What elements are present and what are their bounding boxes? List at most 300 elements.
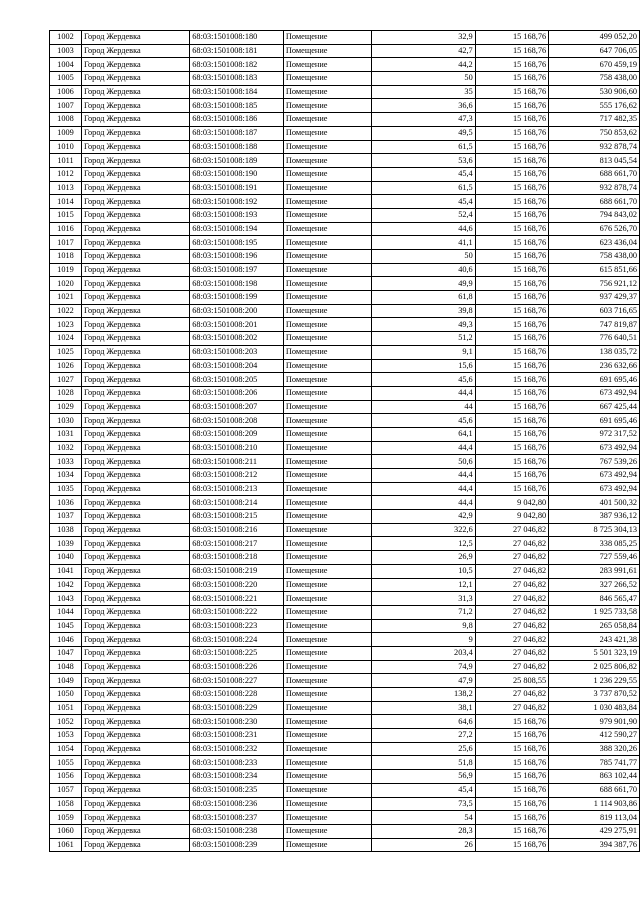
area-cell: 49,3 <box>371 318 475 332</box>
cadastral-value-cell: 758 438,00 <box>549 72 640 86</box>
settlement-name-cell: Город Жердевка <box>81 332 189 346</box>
row-number-cell: 1006 <box>50 85 82 99</box>
object-type-cell: Помещение <box>283 715 371 729</box>
settlement-name-cell: Город Жердевка <box>81 277 189 291</box>
table-row <box>50 523 640 537</box>
table-row <box>50 167 640 181</box>
area-cell: 45,4 <box>371 783 475 797</box>
specific-value-cell: 15 168,76 <box>475 441 548 455</box>
table-row <box>50 797 640 811</box>
area-cell: 54 <box>371 811 475 825</box>
table-row <box>50 318 640 332</box>
row-number-cell: 1008 <box>50 113 82 127</box>
row-number-cell: 1029 <box>50 400 82 414</box>
specific-value-cell: 15 168,76 <box>475 291 548 305</box>
specific-value-cell: 27 046,82 <box>475 523 548 537</box>
cadastral-value-cell: 429 275,91 <box>549 824 640 838</box>
specific-value-cell: 27 046,82 <box>475 605 548 619</box>
object-type-cell: Помещение <box>283 688 371 702</box>
cadastral-value-cell: 388 320,26 <box>549 742 640 756</box>
area-cell: 44,6 <box>371 222 475 236</box>
settlement-name-cell: Город Жердевка <box>81 414 189 428</box>
table-row <box>50 154 640 168</box>
specific-value-cell: 15 168,76 <box>475 742 548 756</box>
specific-value-cell: 15 168,76 <box>475 373 548 387</box>
row-number-cell: 1015 <box>50 208 82 222</box>
table-row <box>50 592 640 606</box>
object-type-cell: Помещение <box>283 318 371 332</box>
settlement-name-cell: Город Жердевка <box>81 496 189 510</box>
object-type-cell: Помещение <box>283 427 371 441</box>
object-type-cell: Помещение <box>283 633 371 647</box>
cadastral-number-cell: 68:03:1501008:193 <box>190 208 284 222</box>
cadastral-value-cell: 603 716,65 <box>549 304 640 318</box>
object-type-cell: Помещение <box>283 797 371 811</box>
table-row <box>50 304 640 318</box>
table-row <box>50 85 640 99</box>
row-number-cell: 1027 <box>50 373 82 387</box>
specific-value-cell: 15 168,76 <box>475 222 548 236</box>
cadastral-number-cell: 68:03:1501008:204 <box>190 359 284 373</box>
cadastral-number-cell: 68:03:1501008:231 <box>190 729 284 743</box>
table-row <box>50 359 640 373</box>
object-type-cell: Помещение <box>283 592 371 606</box>
specific-value-cell: 15 168,76 <box>475 31 548 45</box>
specific-value-cell: 27 046,82 <box>475 592 548 606</box>
cadastral-value-cell: 670 459,19 <box>549 58 640 72</box>
row-number-cell: 1030 <box>50 414 82 428</box>
area-cell: 50 <box>371 250 475 264</box>
area-cell: 27,2 <box>371 729 475 743</box>
row-number-cell: 1056 <box>50 770 82 784</box>
area-cell: 51,2 <box>371 332 475 346</box>
cadastral-value-cell: 691 695,46 <box>549 373 640 387</box>
settlement-name-cell: Город Жердевка <box>81 688 189 702</box>
area-cell: 44,4 <box>371 496 475 510</box>
cadastral-value-cell: 688 661,70 <box>549 195 640 209</box>
object-type-cell: Помещение <box>283 537 371 551</box>
cadastral-value-cell: 785 741,77 <box>549 756 640 770</box>
cadastral-number-cell: 68:03:1501008:182 <box>190 58 284 72</box>
specific-value-cell: 15 168,76 <box>475 345 548 359</box>
settlement-name-cell: Город Жердевка <box>81 195 189 209</box>
object-type-cell: Помещение <box>283 44 371 58</box>
settlement-name-cell: Город Жердевка <box>81 605 189 619</box>
row-number-cell: 1055 <box>50 756 82 770</box>
specific-value-cell: 15 168,76 <box>475 113 548 127</box>
row-number-cell: 1043 <box>50 592 82 606</box>
area-cell: 12,1 <box>371 578 475 592</box>
object-type-cell: Помещение <box>283 154 371 168</box>
area-cell: 203,4 <box>371 646 475 660</box>
cadastral-number-cell: 68:03:1501008:228 <box>190 688 284 702</box>
cadastral-number-cell: 68:03:1501008:236 <box>190 797 284 811</box>
object-type-cell: Помещение <box>283 400 371 414</box>
cadastral-value-cell: 1 114 903,86 <box>549 797 640 811</box>
table-row <box>50 441 640 455</box>
object-type-cell: Помещение <box>283 646 371 660</box>
row-number-cell: 1050 <box>50 688 82 702</box>
object-type-cell: Помещение <box>283 674 371 688</box>
cadastral-value-cell: 794 843,02 <box>549 208 640 222</box>
table-row <box>50 783 640 797</box>
settlement-name-cell: Город Жердевка <box>81 250 189 264</box>
cadastral-value-cell: 932 878,74 <box>549 181 640 195</box>
row-number-cell: 1022 <box>50 304 82 318</box>
table-row <box>50 126 640 140</box>
cadastral-number-cell: 68:03:1501008:180 <box>190 31 284 45</box>
cadastral-value-cell: 767 539,26 <box>549 455 640 469</box>
area-cell: 45,6 <box>371 373 475 387</box>
specific-value-cell: 15 168,76 <box>475 99 548 113</box>
cadastral-value-cell: 717 482,35 <box>549 113 640 127</box>
cadastral-value-cell: 5 501 323,19 <box>549 646 640 660</box>
area-cell: 49,9 <box>371 277 475 291</box>
row-number-cell: 1005 <box>50 72 82 86</box>
object-type-cell: Помещение <box>283 373 371 387</box>
area-cell: 138,2 <box>371 688 475 702</box>
row-number-cell: 1046 <box>50 633 82 647</box>
area-cell: 74,9 <box>371 660 475 674</box>
table-row <box>50 400 640 414</box>
object-type-cell: Помещение <box>283 113 371 127</box>
object-type-cell: Помещение <box>283 811 371 825</box>
settlement-name-cell: Город Жердевка <box>81 318 189 332</box>
cadastral-value-cell: 819 113,04 <box>549 811 640 825</box>
table-row <box>50 469 640 483</box>
area-cell: 15,6 <box>371 359 475 373</box>
table-row <box>50 222 640 236</box>
settlement-name-cell: Город Жердевка <box>81 72 189 86</box>
settlement-name-cell: Город Жердевка <box>81 551 189 565</box>
cadastral-value-cell: 688 661,70 <box>549 783 640 797</box>
specific-value-cell: 15 168,76 <box>475 359 548 373</box>
object-type-cell: Помещение <box>283 783 371 797</box>
cadastral-value-cell: 863 102,44 <box>549 770 640 784</box>
specific-value-cell: 15 168,76 <box>475 44 548 58</box>
cadastral-value-cell: 283 991,61 <box>549 564 640 578</box>
table-row <box>50 195 640 209</box>
area-cell: 10,5 <box>371 564 475 578</box>
row-number-cell: 1012 <box>50 167 82 181</box>
row-number-cell: 1047 <box>50 646 82 660</box>
object-type-cell: Помещение <box>283 564 371 578</box>
table-row <box>50 113 640 127</box>
cadastral-number-cell: 68:03:1501008:201 <box>190 318 284 332</box>
settlement-name-cell: Город Жердевка <box>81 140 189 154</box>
table-row <box>50 99 640 113</box>
specific-value-cell: 15 168,76 <box>475 332 548 346</box>
area-cell: 52,4 <box>371 208 475 222</box>
cadastral-number-cell: 68:03:1501008:205 <box>190 373 284 387</box>
specific-value-cell: 15 168,76 <box>475 783 548 797</box>
specific-value-cell: 9 042,80 <box>475 510 548 524</box>
table-row <box>50 427 640 441</box>
area-cell: 26 <box>371 838 475 852</box>
cadastral-number-cell: 68:03:1501008:222 <box>190 605 284 619</box>
cadastral-value-cell: 3 737 870,52 <box>549 688 640 702</box>
cadastral-number-cell: 68:03:1501008:225 <box>190 646 284 660</box>
cadastral-number-cell: 68:03:1501008:213 <box>190 482 284 496</box>
settlement-name-cell: Город Жердевка <box>81 154 189 168</box>
settlement-name-cell: Город Жердевка <box>81 824 189 838</box>
area-cell: 56,9 <box>371 770 475 784</box>
row-number-cell: 1039 <box>50 537 82 551</box>
settlement-name-cell: Город Жердевка <box>81 797 189 811</box>
object-type-cell: Помещение <box>283 838 371 852</box>
settlement-name-cell: Город Жердевка <box>81 729 189 743</box>
area-cell: 9,1 <box>371 345 475 359</box>
cadastral-number-cell: 68:03:1501008:200 <box>190 304 284 318</box>
cadastral-value-cell: 727 559,46 <box>549 551 640 565</box>
settlement-name-cell: Город Жердевка <box>81 113 189 127</box>
cadastral-number-cell: 68:03:1501008:207 <box>190 400 284 414</box>
table-body <box>50 31 640 852</box>
area-cell: 47,9 <box>371 674 475 688</box>
cadastral-value-cell: 750 853,62 <box>549 126 640 140</box>
cadastral-number-cell: 68:03:1501008:189 <box>190 154 284 168</box>
area-cell: 61,8 <box>371 291 475 305</box>
cadastral-number-cell: 68:03:1501008:214 <box>190 496 284 510</box>
table-row <box>50 564 640 578</box>
settlement-name-cell: Город Жердевка <box>81 633 189 647</box>
cadastral-number-cell: 68:03:1501008:192 <box>190 195 284 209</box>
row-number-cell: 1002 <box>50 31 82 45</box>
cadastral-number-cell: 68:03:1501008:202 <box>190 332 284 346</box>
row-number-cell: 1026 <box>50 359 82 373</box>
cadastral-number-cell: 68:03:1501008:184 <box>190 85 284 99</box>
object-type-cell: Помещение <box>283 510 371 524</box>
row-number-cell: 1031 <box>50 427 82 441</box>
area-cell: 50,6 <box>371 455 475 469</box>
object-type-cell: Помещение <box>283 551 371 565</box>
cadastral-number-cell: 68:03:1501008:234 <box>190 770 284 784</box>
row-number-cell: 1036 <box>50 496 82 510</box>
area-cell: 42,7 <box>371 44 475 58</box>
cadastral-value-cell: 243 421,38 <box>549 633 640 647</box>
object-type-cell: Помещение <box>283 291 371 305</box>
cadastral-value-cell: 673 492,94 <box>549 482 640 496</box>
cadastral-value-cell: 327 266,52 <box>549 578 640 592</box>
table-row <box>50 277 640 291</box>
table-row <box>50 701 640 715</box>
area-cell: 31,3 <box>371 592 475 606</box>
cadastral-value-cell: 1 030 483,84 <box>549 701 640 715</box>
row-number-cell: 1004 <box>50 58 82 72</box>
cadastral-number-cell: 68:03:1501008:226 <box>190 660 284 674</box>
area-cell: 64,1 <box>371 427 475 441</box>
settlement-name-cell: Город Жердевка <box>81 838 189 852</box>
settlement-name-cell: Город Жердевка <box>81 167 189 181</box>
table-row <box>50 619 640 633</box>
object-type-cell: Помещение <box>283 482 371 496</box>
table-row <box>50 811 640 825</box>
cadastral-number-cell: 68:03:1501008:195 <box>190 236 284 250</box>
object-type-cell: Помещение <box>283 619 371 633</box>
settlement-name-cell: Город Жердевка <box>81 742 189 756</box>
row-number-cell: 1038 <box>50 523 82 537</box>
specific-value-cell: 27 046,82 <box>475 633 548 647</box>
object-type-cell: Помещение <box>283 126 371 140</box>
settlement-name-cell: Город Жердевка <box>81 592 189 606</box>
area-cell: 9,8 <box>371 619 475 633</box>
row-number-cell: 1011 <box>50 154 82 168</box>
settlement-name-cell: Город Жердевка <box>81 359 189 373</box>
specific-value-cell: 27 046,82 <box>475 537 548 551</box>
row-number-cell: 1009 <box>50 126 82 140</box>
cadastral-number-cell: 68:03:1501008:203 <box>190 345 284 359</box>
row-number-cell: 1016 <box>50 222 82 236</box>
specific-value-cell: 9 042,80 <box>475 496 548 510</box>
object-type-cell: Помещение <box>283 469 371 483</box>
specific-value-cell: 15 168,76 <box>475 400 548 414</box>
area-cell: 49,5 <box>371 126 475 140</box>
area-cell: 36,6 <box>371 99 475 113</box>
area-cell: 44,2 <box>371 58 475 72</box>
object-type-cell: Помещение <box>283 332 371 346</box>
table-row <box>50 72 640 86</box>
settlement-name-cell: Город Жердевка <box>81 181 189 195</box>
area-cell: 45,4 <box>371 167 475 181</box>
cadastral-value-cell: 688 661,70 <box>549 167 640 181</box>
area-cell: 44,4 <box>371 469 475 483</box>
object-type-cell: Помещение <box>283 729 371 743</box>
cadastral-number-cell: 68:03:1501008:209 <box>190 427 284 441</box>
row-number-cell: 1048 <box>50 660 82 674</box>
settlement-name-cell: Город Жердевка <box>81 510 189 524</box>
table-row <box>50 688 640 702</box>
cadastral-number-cell: 68:03:1501008:219 <box>190 564 284 578</box>
table-row <box>50 373 640 387</box>
specific-value-cell: 15 168,76 <box>475 195 548 209</box>
cadastral-number-cell: 68:03:1501008:197 <box>190 263 284 277</box>
cadastral-number-cell: 68:03:1501008:190 <box>190 167 284 181</box>
specific-value-cell: 15 168,76 <box>475 414 548 428</box>
area-cell: 40,6 <box>371 263 475 277</box>
cadastral-value-cell: 979 901,90 <box>549 715 640 729</box>
cadastral-value-cell: 676 526,70 <box>549 222 640 236</box>
row-number-cell: 1049 <box>50 674 82 688</box>
settlement-name-cell: Город Жердевка <box>81 85 189 99</box>
specific-value-cell: 15 168,76 <box>475 729 548 743</box>
object-type-cell: Помещение <box>283 222 371 236</box>
cadastral-number-cell: 68:03:1501008:191 <box>190 181 284 195</box>
row-number-cell: 1057 <box>50 783 82 797</box>
table-row <box>50 482 640 496</box>
table-row <box>50 140 640 154</box>
specific-value-cell: 15 168,76 <box>475 304 548 318</box>
cadastral-value-cell: 338 085,25 <box>549 537 640 551</box>
settlement-name-cell: Город Жердевка <box>81 455 189 469</box>
table-row <box>50 770 640 784</box>
cadastral-number-cell: 68:03:1501008:215 <box>190 510 284 524</box>
object-type-cell: Помещение <box>283 742 371 756</box>
cadastral-number-cell: 68:03:1501008:208 <box>190 414 284 428</box>
area-cell: 73,5 <box>371 797 475 811</box>
row-number-cell: 1035 <box>50 482 82 496</box>
cadastral-value-cell: 747 819,87 <box>549 318 640 332</box>
area-cell: 39,8 <box>371 304 475 318</box>
table-row <box>50 291 640 305</box>
object-type-cell: Помещение <box>283 140 371 154</box>
cadastral-number-cell: 68:03:1501008:194 <box>190 222 284 236</box>
specific-value-cell: 15 168,76 <box>475 824 548 838</box>
row-number-cell: 1017 <box>50 236 82 250</box>
settlement-name-cell: Город Жердевка <box>81 386 189 400</box>
cadastral-number-cell: 68:03:1501008:218 <box>190 551 284 565</box>
cadastral-value-cell: 756 921,12 <box>549 277 640 291</box>
object-type-cell: Помещение <box>283 756 371 770</box>
area-cell: 38,1 <box>371 701 475 715</box>
row-number-cell: 1052 <box>50 715 82 729</box>
table-row <box>50 386 640 400</box>
table-row <box>50 496 640 510</box>
specific-value-cell: 15 168,76 <box>475 756 548 770</box>
row-number-cell: 1054 <box>50 742 82 756</box>
cadastral-number-cell: 68:03:1501008:185 <box>190 99 284 113</box>
cadastral-value-cell: 2 025 806,82 <box>549 660 640 674</box>
cadastral-value-cell: 1 236 229,55 <box>549 674 640 688</box>
settlement-name-cell: Город Жердевка <box>81 674 189 688</box>
cadastral-value-cell: 647 706,05 <box>549 44 640 58</box>
area-cell: 9 <box>371 633 475 647</box>
row-number-cell: 1025 <box>50 345 82 359</box>
specific-value-cell: 25 808,55 <box>475 674 548 688</box>
row-number-cell: 1058 <box>50 797 82 811</box>
cadastral-value-cell: 623 436,04 <box>549 236 640 250</box>
specific-value-cell: 15 168,76 <box>475 455 548 469</box>
cadastral-number-cell: 68:03:1501008:235 <box>190 783 284 797</box>
row-number-cell: 1014 <box>50 195 82 209</box>
table-row <box>50 455 640 469</box>
specific-value-cell: 15 168,76 <box>475 126 548 140</box>
cadastral-number-cell: 68:03:1501008:186 <box>190 113 284 127</box>
specific-value-cell: 27 046,82 <box>475 660 548 674</box>
table-row <box>50 551 640 565</box>
cadastral-value-cell: 1 925 733,58 <box>549 605 640 619</box>
specific-value-cell: 27 046,82 <box>475 701 548 715</box>
row-number-cell: 1037 <box>50 510 82 524</box>
specific-value-cell: 27 046,82 <box>475 564 548 578</box>
settlement-name-cell: Город Жердевка <box>81 564 189 578</box>
object-type-cell: Помещение <box>283 85 371 99</box>
settlement-name-cell: Город Жердевка <box>81 208 189 222</box>
cadastral-value-cell: 813 045,54 <box>549 154 640 168</box>
cadastral-value-cell: 932 878,74 <box>549 140 640 154</box>
settlement-name-cell: Город Жердевка <box>81 482 189 496</box>
specific-value-cell: 27 046,82 <box>475 646 548 660</box>
row-number-cell: 1020 <box>50 277 82 291</box>
settlement-name-cell: Город Жердевка <box>81 537 189 551</box>
specific-value-cell: 15 168,76 <box>475 85 548 99</box>
settlement-name-cell: Город Жердевка <box>81 811 189 825</box>
area-cell: 28,3 <box>371 824 475 838</box>
area-cell: 44 <box>371 400 475 414</box>
settlement-name-cell: Город Жердевка <box>81 304 189 318</box>
row-number-cell: 1045 <box>50 619 82 633</box>
row-number-cell: 1007 <box>50 99 82 113</box>
cadastral-value-cell: 846 565,47 <box>549 592 640 606</box>
cadastral-number-cell: 68:03:1501008:188 <box>190 140 284 154</box>
row-number-cell: 1044 <box>50 605 82 619</box>
table-row <box>50 742 640 756</box>
cadastral-number-cell: 68:03:1501008:199 <box>190 291 284 305</box>
specific-value-cell: 15 168,76 <box>475 797 548 811</box>
cadastral-number-cell: 68:03:1501008:206 <box>190 386 284 400</box>
object-type-cell: Помещение <box>283 72 371 86</box>
object-type-cell: Помещение <box>283 99 371 113</box>
object-type-cell: Помещение <box>283 263 371 277</box>
